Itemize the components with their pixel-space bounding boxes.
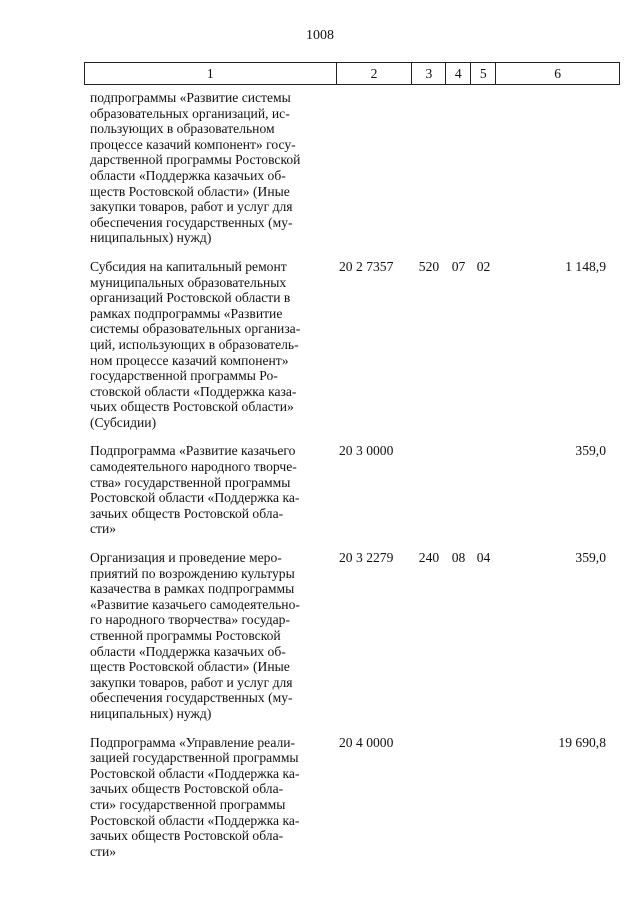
- row-section: 07: [451, 258, 466, 274]
- row-description: Подпрограмма «Управление реали- зацией государственной программы Ростовской области «Поддержка ка- зачьих обществ Ростовской обла- сти» государственной программы Ростовской области «Поддержка ка- зачьих обществ Ростовской обла- сти»: [90, 734, 300, 859]
- row-code: 20 2 7357: [339, 258, 394, 274]
- table-row: [84, 90, 620, 246]
- row-description: Подпрограмма «Развитие казачьего самодеятельного народного творче- ства» государственной программы Ростовской области «Поддержка ка- зачьих обществ Ростовской обла- сти»: [90, 443, 300, 537]
- row-code: 20 3 2279: [339, 550, 394, 566]
- row-expense-type: [412, 90, 446, 246]
- table-row: [84, 443, 620, 537]
- budget-table: [84, 62, 620, 859]
- row-section: [446, 90, 471, 246]
- row-amount: 19 690,8: [558, 734, 606, 750]
- table-header: [84, 62, 620, 85]
- row-description: Субсидия на капитальный ремонт муниципальных образовательных организаций Ростовской области в рамках подпрограммы «Развитие системы образовательных организа- ций, использующих в образователь- ном процессе казачий компонент» государственной программы Ро- стовской области «Поддержка каза- чьих обществ Ростовской области» (Субсидии): [90, 258, 301, 430]
- row-expense-type: [412, 443, 446, 537]
- row-expense-type: 520: [418, 258, 440, 274]
- row-subsection: [471, 443, 496, 537]
- header-col-4: 4: [446, 63, 471, 84]
- header-col-5: 5: [471, 63, 496, 84]
- header-col-3: 3: [412, 63, 446, 84]
- row-expense-type: [412, 735, 446, 860]
- header-col-1: 1: [85, 63, 337, 84]
- row-subsection: 02: [476, 258, 491, 274]
- row-description: подпрограммы «Развитие системы образовательных организаций, ис- пользующих в образовательном процессе казачий компонент» госу- дарственной программы Ростовской области «Поддержка казачьих об- ществ Ростовской области» (Иные закупки товаров, работ и услуг для обеспечения государственных (му- ниципальных) нужд): [90, 90, 301, 246]
- row-section: [446, 735, 471, 860]
- header-col-6: 6: [496, 63, 620, 84]
- row-code: [336, 90, 412, 246]
- page-number: 1008: [306, 28, 334, 43]
- table-row: [84, 259, 620, 431]
- row-amount: [496, 90, 620, 246]
- row-section: [446, 443, 471, 537]
- table-row: [84, 735, 620, 860]
- table-row: [84, 550, 620, 722]
- row-subsection: [471, 90, 496, 246]
- row-description: Организация и проведение меро- приятий по возрождению культуры казачества в рамках подпрограммы «Развитие казачьего самодеятельно- го народного творчества» государ- ственной программы Ростовской области «Поддержка казачьих об- ществ Ростовской области» (Иные закупки товаров, работ и услуг для обеспечения государственных (му- ниципальных) нужд): [90, 550, 300, 721]
- row-section: 08: [451, 550, 466, 566]
- row-amount: 1 148,9: [565, 258, 606, 274]
- row-expense-type: 240: [418, 550, 440, 566]
- row-amount: 359,0: [575, 550, 606, 566]
- row-subsection: [471, 735, 496, 860]
- row-code: 20 4 0000: [339, 734, 394, 750]
- row-code: 20 3 0000: [339, 443, 394, 459]
- row-subsection: 04: [476, 550, 491, 566]
- row-amount: 359,0: [575, 443, 606, 459]
- header-col-2: 2: [337, 63, 413, 84]
